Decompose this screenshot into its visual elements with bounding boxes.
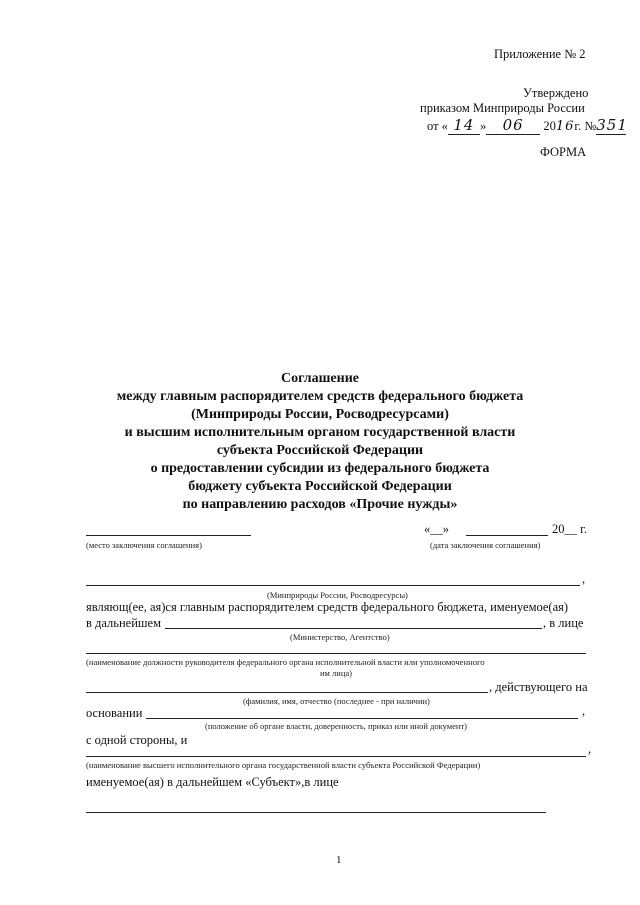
place-field[interactable] <box>86 535 251 536</box>
ministry-caption: (Минприроды России, Росводресурсы) <box>267 590 408 600</box>
from-prefix: от « <box>427 119 448 133</box>
close-quote: » <box>479 119 487 133</box>
basis-label: основании <box>86 706 143 720</box>
one-side-label: с одной стороны, и <box>86 733 188 747</box>
title-line: субъекта Российской Федерации <box>216 443 424 458</box>
acting-label: , действующего на <box>489 680 588 694</box>
date-caption: (дата заключения соглашения) <box>430 540 541 550</box>
year-prefix: 20 <box>543 119 556 133</box>
head-position-field[interactable] <box>86 653 586 654</box>
order-month: 06 <box>502 116 524 134</box>
agency-field[interactable] <box>165 628 542 629</box>
title-line: (Минприроды России, Росводресурсами) <box>191 407 449 422</box>
subject-person-field[interactable] <box>86 812 546 813</box>
comma: , <box>588 742 592 756</box>
title-line: Соглашение <box>281 371 359 386</box>
basis-caption: (положение об органе власти, доверенность, приказ или иной документ) <box>205 721 467 731</box>
comma: , <box>582 572 586 586</box>
head-caption-2: им лица) <box>320 668 352 678</box>
named-subject-label: именуемое(ая) в дальнейшем «Субъект»,в лице <box>86 775 339 789</box>
title-line: по направлению расходов «Прочие нужды» <box>182 497 458 512</box>
agreement-title <box>60 370 580 514</box>
body-line-2-suffix: , в лице <box>543 616 584 630</box>
body-line-2-prefix: в дальнейшем <box>86 616 161 630</box>
fio-field[interactable] <box>86 692 488 693</box>
ministry-field[interactable] <box>86 585 580 586</box>
comma: , <box>582 704 586 718</box>
year-g: г. № <box>574 119 597 133</box>
date-month-field[interactable] <box>466 535 548 536</box>
place-caption: (место заключения соглашения) <box>86 540 202 550</box>
appendix-label: Приложение № 2 <box>494 47 586 61</box>
title-line: бюджету субъекта Российской Федерации <box>188 479 452 494</box>
head-caption-1: (наименование должности руководителя федерального органа исполнительной власти или уполномоченного <box>86 657 485 667</box>
basis-field[interactable] <box>146 718 578 719</box>
fio-caption: (фамилия, имя, отчество (последнее - при наличии) <box>243 696 430 706</box>
page-number: 1 <box>336 854 342 866</box>
body-line-1: являющ(ее, ая)ся главным распорядителем средств федерального бюджета, именуемое(ая) <box>86 600 569 614</box>
title-line: и высшим исполнительным органом государственной власти <box>124 425 516 440</box>
order-number: 351 <box>596 116 628 134</box>
title-line: между главным распорядителем средств федерального бюджета <box>116 389 524 404</box>
order-day: 14 <box>453 116 475 134</box>
date-day-quote: «__» <box>424 522 449 536</box>
form-label: ФОРМА <box>540 145 587 159</box>
title-line: о предоставлении субсидии из федерального бюджета <box>150 461 490 476</box>
date-year: 20__ г. <box>552 522 587 536</box>
approved-label: Утверждено <box>523 86 589 100</box>
subject-field[interactable] <box>86 756 586 757</box>
order-by-label: приказом Минприроды России <box>420 101 585 115</box>
year-suffix: 16 <box>555 119 575 134</box>
agency-caption: (Министерство, Агентство) <box>290 632 390 642</box>
subject-caption: (наименование высшего исполнительного органа государственной власти субъекта Российской Федерации) <box>86 760 481 770</box>
order-date-line <box>427 118 626 135</box>
